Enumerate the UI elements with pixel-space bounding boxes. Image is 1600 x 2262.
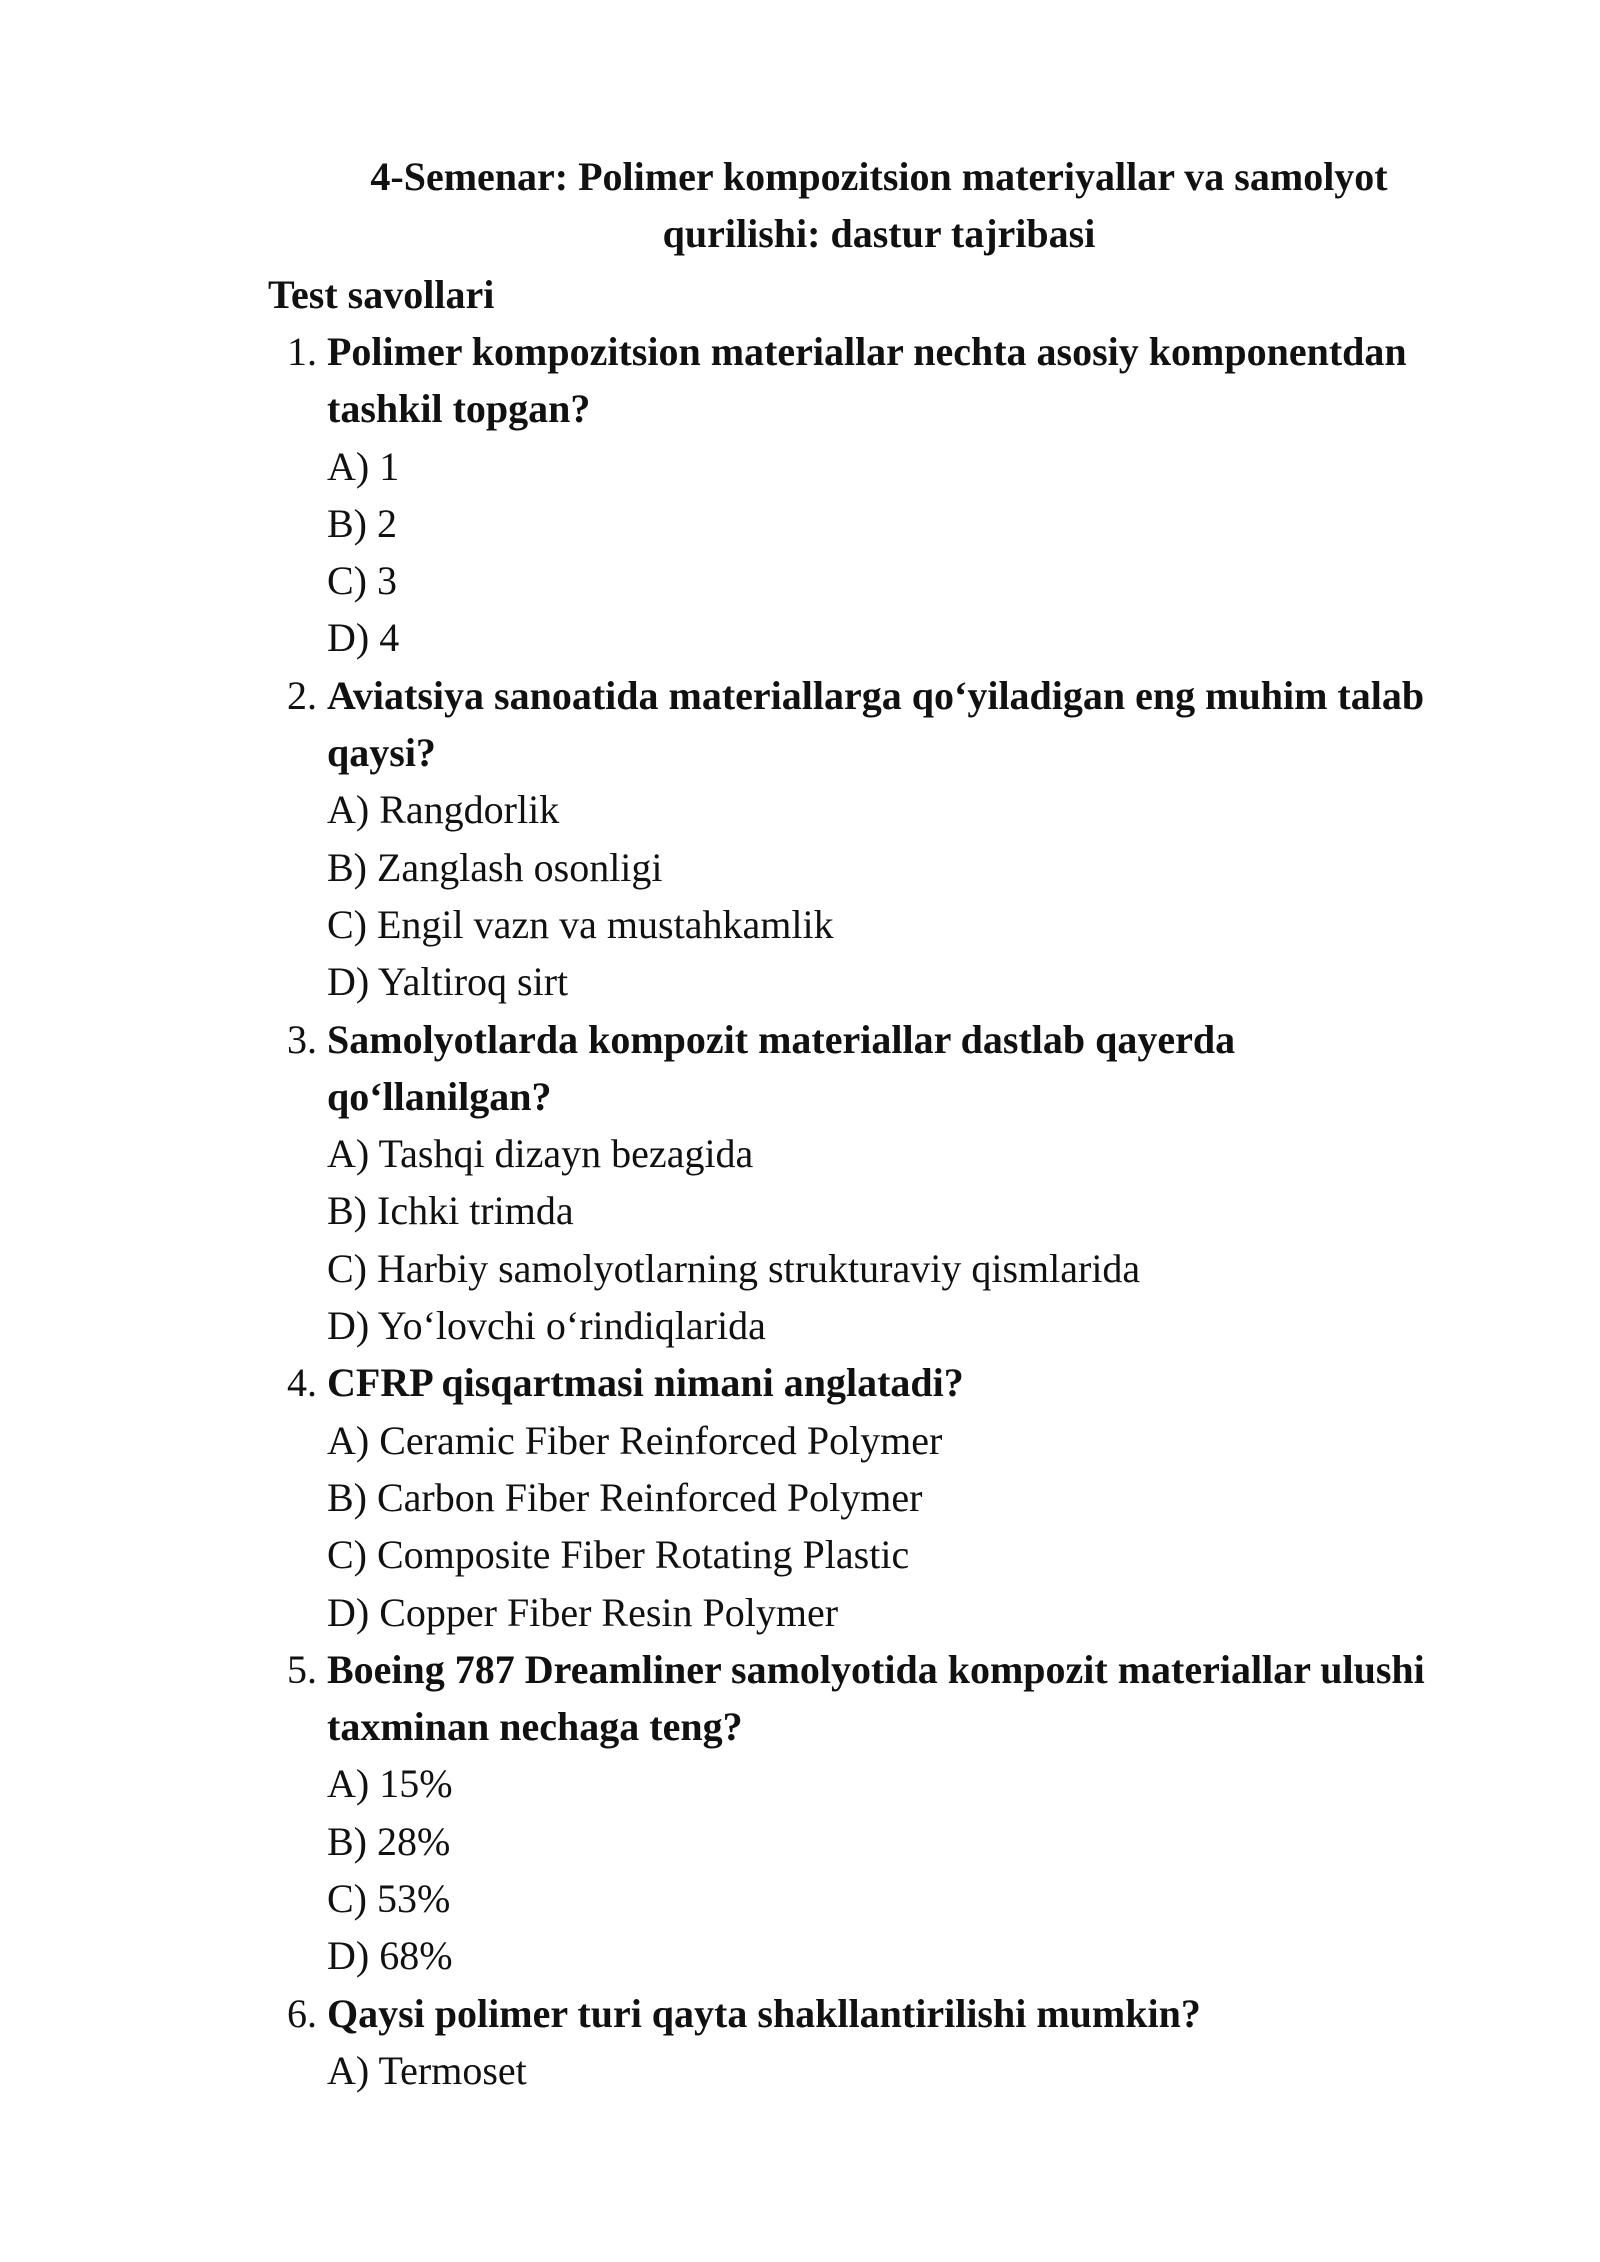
- question-item: [268, 1985, 1438, 2100]
- answer-option: C) 53%: [327, 1876, 451, 1922]
- answer-option: D) Yo‘lovchi o‘rindiqlarida: [327, 1303, 766, 1349]
- question-number: 6.: [287, 1990, 317, 2036]
- document-title: 4-Semenar: Polimer kompozitsion materiyallar va samolyot qurilishi: dastur tajribasi: [370, 154, 1388, 256]
- question-list: [268, 323, 1438, 2099]
- answer-option: A) 1: [327, 443, 400, 489]
- answer-option: A) Ceramic Fiber Reinforced Polymer: [327, 1417, 943, 1463]
- question-item: [268, 1641, 1438, 1985]
- question-item: [268, 323, 1438, 667]
- answer-option: D) 4: [327, 615, 400, 661]
- question-item: [268, 667, 1438, 1011]
- answer-option: C) Harbiy samolyotlarning strukturaviy qismlarida: [327, 1245, 1141, 1291]
- section-heading: Test savollari: [268, 272, 495, 317]
- question-text: Qaysi polimer turi qayta shakllantirilishi mumkin?: [327, 1990, 1201, 2036]
- question-text: Samolyotlarda kompozit materiallar dastlab qayerda qo‘llanilgan?: [327, 1016, 1236, 1119]
- question-text: Polimer kompozitsion materiallar nechta asosiy komponentdan tashkil topgan?: [327, 329, 1407, 432]
- answer-option: C) 3: [327, 558, 397, 604]
- answer-option: A) 15%: [327, 1761, 453, 1807]
- question-item: [268, 1011, 1438, 1355]
- question-number: 3.: [287, 1016, 317, 1062]
- question-number: 5.: [287, 1646, 317, 1692]
- answer-option: B) Carbon Fiber Reinforced Polymer: [327, 1474, 923, 1520]
- answer-option: A) Termoset: [327, 2047, 527, 2093]
- answer-option: D) Yaltiroq sirt: [327, 959, 569, 1005]
- answer-option: B) Ichki trimda: [327, 1188, 574, 1234]
- question-number: 1.: [287, 329, 317, 374]
- question-number: 4.: [287, 1360, 317, 1406]
- answer-option: C) Composite Fiber Rotating Plastic: [327, 1532, 910, 1578]
- question-text: Aviatsiya sanoatida materiallarga qo‘yiladigan eng muhim talab qaysi?: [327, 672, 1425, 776]
- answer-option: B) 28%: [327, 1818, 451, 1864]
- answer-option: B) Zanglash osonligi: [327, 844, 663, 890]
- answer-option: D) Copper Fiber Resin Polymer: [327, 1589, 839, 1635]
- question-text: CFRP qisqartmasi nimani anglatadi?: [327, 1360, 964, 1406]
- answer-option: B) 2: [327, 500, 397, 546]
- answer-option: A) Tashqi dizayn bezagida: [327, 1131, 754, 1177]
- question-item: [268, 1354, 1438, 1640]
- answer-option: A) Rangdorlik: [327, 787, 560, 833]
- question-number: 2.: [287, 672, 317, 718]
- answer-option: C) Engil vazn va mustahkamlik: [327, 901, 834, 947]
- question-text: Boeing 787 Dreamliner samolyotida kompozit materiallar ulushi taxminan nechaga teng?: [327, 1646, 1425, 1750]
- answer-option: D) 68%: [327, 1933, 453, 1979]
